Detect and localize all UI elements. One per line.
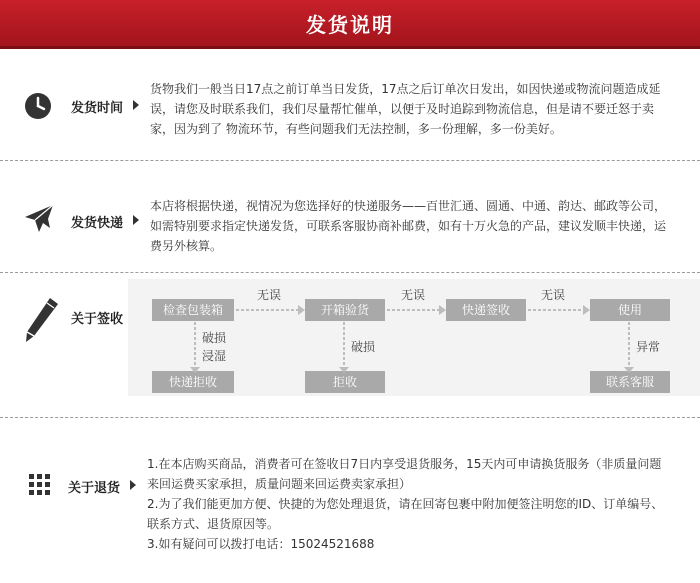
- flow-box-refuse-courier: 快递拒收: [152, 371, 234, 393]
- chevron-right-icon: [133, 215, 139, 225]
- divider: [0, 417, 700, 418]
- flow-label-abnormal: 异常: [636, 340, 661, 354]
- text-line: 货物我们一般当日17点之前订单当日发货，17点之后订单次日发出，如因快递或物流问题造成延: [150, 82, 661, 96]
- flow-label-damaged-1: 破损: [202, 331, 227, 345]
- text-line: 2.为了我们能更加方便、快捷的为您处理退货，请在回寄包裹中附加便签注明您的ID、订单编号、: [147, 497, 664, 511]
- text-line: 来回运费买家承担，质量问题来回运费卖家承担）: [147, 477, 412, 491]
- text-line: 如需特别要求指定快递发货，可联系客服协商补邮费，如有十万火急的产品，建议发顺丰快递，运: [150, 219, 667, 233]
- divider: [0, 160, 700, 161]
- flow-label-ok-2: 无误: [401, 288, 426, 302]
- text-line: 1.在本店购买商品，消费者可在签收日7日内享受退货服务，15天内可申请换货服务（非质量问题: [147, 457, 662, 471]
- grid-icon: [29, 474, 51, 496]
- section-label-returns: 关于退货: [68, 481, 121, 496]
- page-title: 发货说明: [306, 13, 394, 37]
- header-banner: [0, 0, 700, 49]
- flow-label-damaged-2: 破损: [351, 340, 376, 354]
- text-line: 联系方式、退货原因等。: [147, 517, 280, 531]
- flow-box-contact: 联系客服: [590, 371, 670, 393]
- text-line: 3.如有疑问可以拨打电话：15024521688: [147, 537, 375, 551]
- flow-box-sign: 快递签收: [446, 299, 526, 321]
- divider: [0, 272, 700, 273]
- courier-text: [150, 196, 690, 256]
- flow-label-ok-1: 无误: [257, 288, 282, 302]
- text-line: 费另外核算。: [150, 239, 223, 253]
- flow-label-wet: 浸湿: [202, 349, 227, 363]
- chevron-right-icon: [130, 480, 136, 490]
- flow-box-open: 开箱验货: [305, 299, 385, 321]
- chevron-right-icon: [133, 100, 139, 110]
- section-label-courier: 发货快递: [71, 216, 124, 231]
- text-line: 家，因为到了 物流环节，有些问题我们无法控制，多一份理解，多一份美好。: [150, 122, 562, 136]
- flow-box-inspect: 检查包装箱: [152, 299, 234, 321]
- clock-icon: [24, 92, 52, 120]
- pen-icon: [20, 296, 60, 344]
- section-label-ship-time: 发货时间: [71, 101, 124, 116]
- ship-time-text: [150, 79, 690, 139]
- returns-text: [147, 454, 692, 554]
- flow-box-use: 使用: [590, 299, 670, 321]
- text-line: 本店将根据快递，视情况为您选择好的快递服务——百世汇通、圆通、中通、韵达、邮政等公司，: [150, 199, 667, 213]
- flow-label-ok-3: 无误: [541, 288, 566, 302]
- text-line: 误，请您及时联系我们，我们尽量帮忙催单，以便于及时追踪到物流信息，但是请不要迁怒于卖: [150, 102, 655, 116]
- airplane-icon: [22, 203, 56, 235]
- section-label-receipt: 关于签收: [71, 312, 124, 327]
- flow-box-refuse: 拒收: [305, 371, 385, 393]
